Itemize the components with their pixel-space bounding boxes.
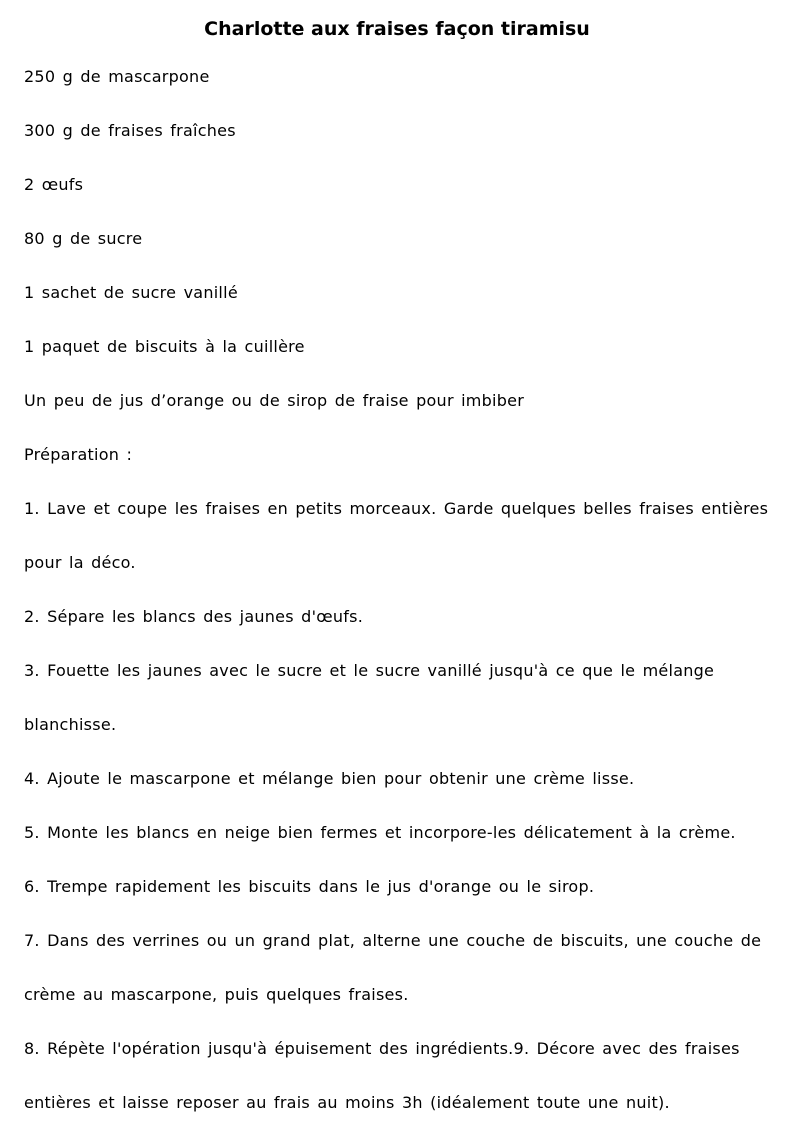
preparation-step: 4. Ajoute le mascarpone et mélange bien pour obtenir une crème lisse. [24, 769, 635, 788]
ingredient-item: 80 g de sucre [24, 229, 143, 248]
preparation-step: 8. Répète l'opération jusqu'à épuisement des ingrédients.9. Décore avec des fraises entières et laisse reposer au frais au moins 3h (idéalement toute une nuit). [24, 1039, 740, 1112]
preparation-step: 5. Monte les blancs en neige bien fermes et incorpore-les délicatement à la crème. [24, 823, 736, 842]
ingredient-item: Un peu de jus d’orange ou de sirop de fraise pour imbiber [24, 391, 525, 410]
ingredient-item: 300 g de fraises fraîches [24, 121, 236, 140]
preparation-step: 6. Trempe rapidement les biscuits dans le jus d'orange ou le sirop. [24, 877, 595, 896]
preparation-step: 3. Fouette les jaunes avec le sucre et le sucre vanillé jusqu'à ce que le mélange blanchisse. [24, 661, 715, 734]
preparation-heading: Préparation : [24, 445, 133, 464]
recipe-title: Charlotte aux fraises façon tiramisu [204, 18, 590, 40]
ingredient-item: 1 sachet de sucre vanillé [24, 283, 238, 302]
recipe-body [24, 50, 769, 1130]
ingredient-item: 2 œufs [24, 175, 84, 194]
preparation-step: 1. Lave et coupe les fraises en petits morceaux. Garde quelques belles fraises entières pour la déco. [24, 499, 769, 572]
preparation-step: 7. Dans des verrines ou un grand plat, alterne une couche de biscuits, une couche de crème au mascarpone, puis quelques fraises. [24, 931, 762, 1004]
preparation-step: 2. Sépare les blancs des jaunes d'œufs. [24, 607, 364, 626]
ingredient-item: 1 paquet de biscuits à la cuillère [24, 337, 305, 356]
ingredient-item: 250 g de mascarpone [24, 67, 210, 86]
